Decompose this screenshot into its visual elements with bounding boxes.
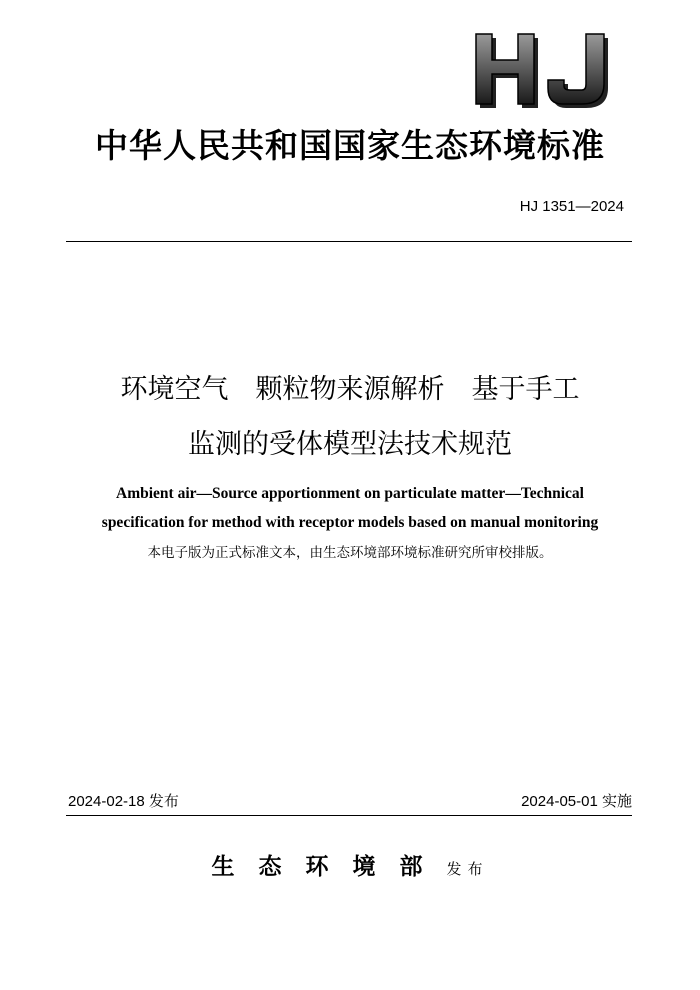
organization-title: 中华人民共和国国家生态环境标准	[95, 126, 605, 165]
footer-divider	[66, 815, 632, 816]
standard-code: HJ 1351—2024	[519, 198, 624, 215]
implementation-date: 2024-05-01 实施	[521, 793, 632, 810]
publisher-name: 生态环境部	[211, 853, 447, 880]
publisher	[0, 851, 700, 885]
english-title-line-2: specification for method with receptor models based on manual monitoring	[101, 514, 599, 531]
edition-note: 本电子版为正式标准文本，由生态环境部环境标准研究所审校排版。	[147, 545, 553, 561]
english-title-line-1: Ambient air—Source apportionment on particulate matter—Technical	[116, 485, 584, 502]
publisher-suffix: 发布	[446, 860, 489, 878]
header-divider	[66, 241, 632, 242]
title-line-1: 环境空气 颗粒物来源解析 基于手工	[120, 374, 580, 405]
title-line-2: 监测的受体模型法技术规范	[188, 429, 512, 460]
hj-logo	[474, 32, 614, 110]
issue-date: 2024-02-18 发布	[68, 793, 179, 810]
